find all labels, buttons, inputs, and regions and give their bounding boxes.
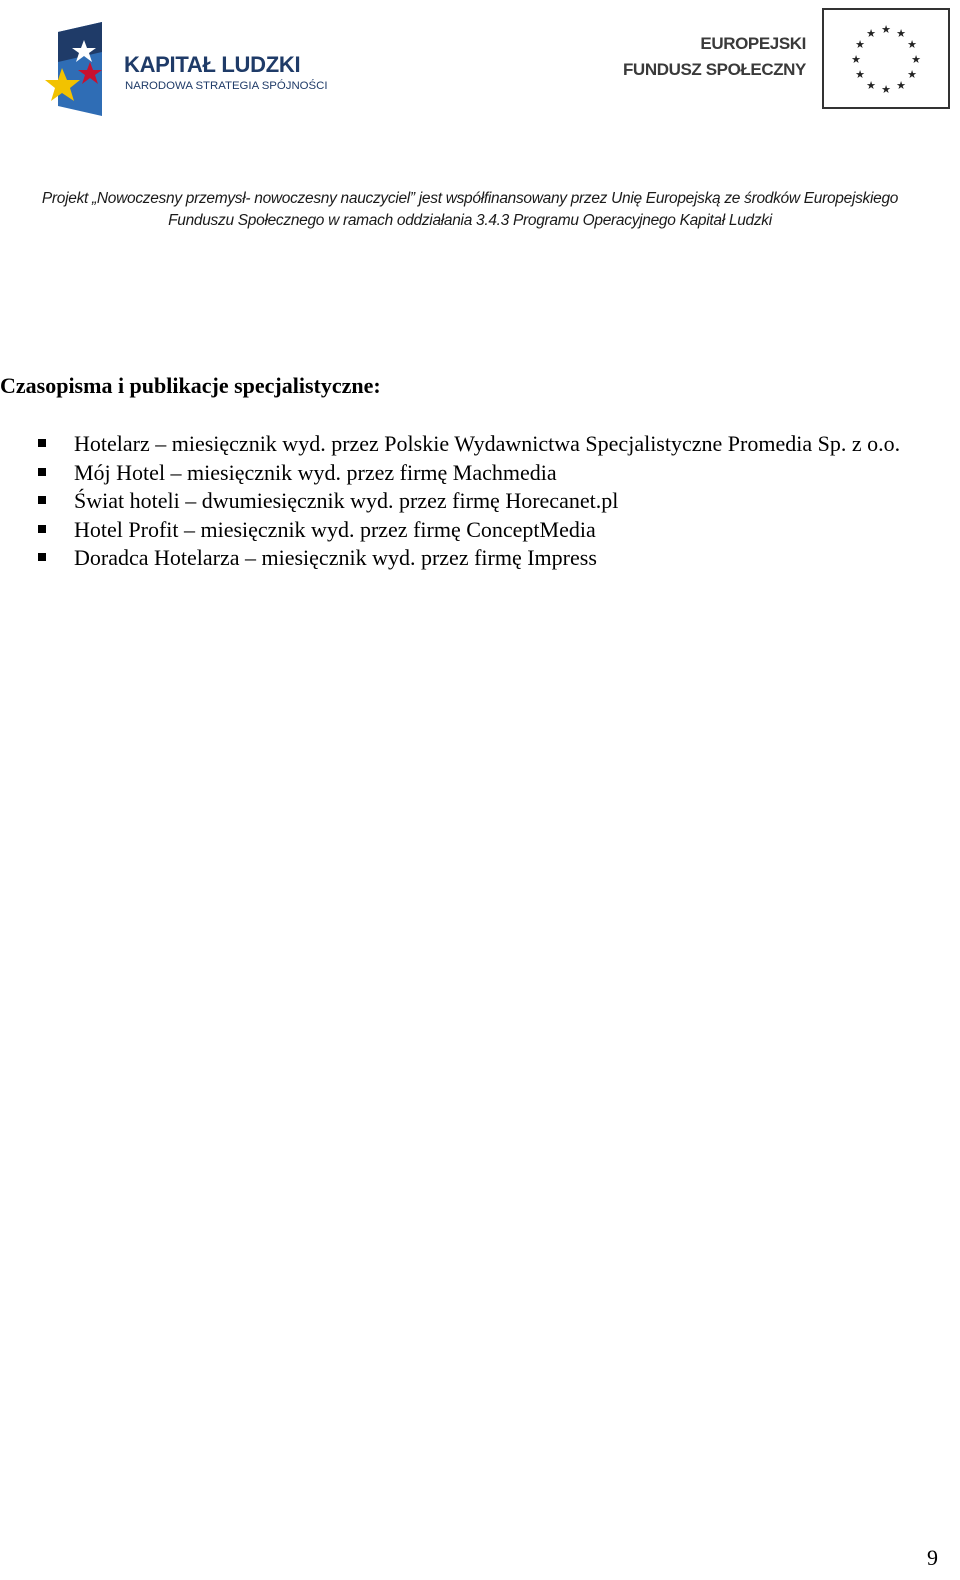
project-note-line-1: Projekt „Nowoczesny przemysł- nowoczesny nauczyciel” jest współfinansowany przez Unię Europejską ze środków Europejskiego bbox=[41, 190, 899, 207]
square-bullet-icon bbox=[38, 468, 46, 476]
svg-text:★: ★ bbox=[855, 38, 865, 51]
svg-text:★: ★ bbox=[851, 53, 861, 66]
svg-text:★: ★ bbox=[907, 68, 917, 81]
kapital-ludzki-emblem-icon bbox=[44, 22, 108, 116]
svg-text:★: ★ bbox=[907, 38, 917, 51]
efs-line-2: FUNDUSZ SPOŁECZNY bbox=[622, 60, 806, 79]
efs-logo bbox=[620, 6, 956, 116]
svg-text:★: ★ bbox=[881, 83, 891, 96]
svg-text:★: ★ bbox=[896, 79, 906, 92]
publications-list bbox=[0, 430, 960, 573]
kapital-ludzki-title: KAPITAŁ LUDZKI bbox=[124, 52, 301, 77]
svg-text:★: ★ bbox=[911, 53, 921, 66]
efs-line-1: EUROPEJSKI bbox=[700, 34, 806, 53]
list-item bbox=[0, 430, 934, 459]
list-item-text: Hotel Profit – miesięcznik wyd. przez firmę ConceptMedia bbox=[74, 516, 596, 542]
project-cofinancing-note bbox=[0, 188, 940, 232]
list-item bbox=[0, 516, 934, 545]
list-item bbox=[0, 459, 934, 488]
list-item bbox=[0, 487, 934, 516]
list-item-text: Doradca Hotelarza – miesięcznik wyd. przez firmę Impress bbox=[74, 545, 597, 570]
kapital-ludzki-subtitle: NARODOWA STRATEGIA SPÓJNOŚCI bbox=[125, 80, 328, 92]
square-bullet-icon bbox=[38, 439, 46, 447]
svg-text:★: ★ bbox=[855, 68, 865, 81]
svg-text:★: ★ bbox=[881, 23, 891, 36]
svg-text:★: ★ bbox=[866, 79, 876, 92]
list-item bbox=[0, 544, 934, 573]
list-item-text: Świat hoteli – dwumiesięcznik wyd. przez firmę Horecanet.pl bbox=[74, 488, 619, 513]
project-note-line-2: Funduszu Społecznego w ramach oddziałania 3.4.3 Programu Operacyjnego Kapitał Ludzki bbox=[168, 212, 772, 229]
eu-flag-icon bbox=[822, 8, 950, 109]
section-heading: Czasopisma i publikacje specjalistyczne: bbox=[0, 373, 381, 398]
svg-text:★: ★ bbox=[896, 27, 906, 40]
svg-text:★: ★ bbox=[866, 27, 876, 40]
list-item-text: Hotelarz – miesięcznik wyd. przez Polskie Wydawnictwa Specjalistyczne Promedia Sp. z o.o. bbox=[74, 431, 901, 456]
kapital-ludzki-logo bbox=[44, 22, 344, 118]
square-bullet-icon bbox=[38, 525, 46, 533]
page-number: 9 bbox=[927, 1545, 938, 1570]
square-bullet-icon bbox=[38, 496, 46, 504]
list-item-text: Mój Hotel – miesięcznik wyd. przez firmę Machmedia bbox=[74, 459, 557, 485]
square-bullet-icon bbox=[38, 553, 46, 561]
